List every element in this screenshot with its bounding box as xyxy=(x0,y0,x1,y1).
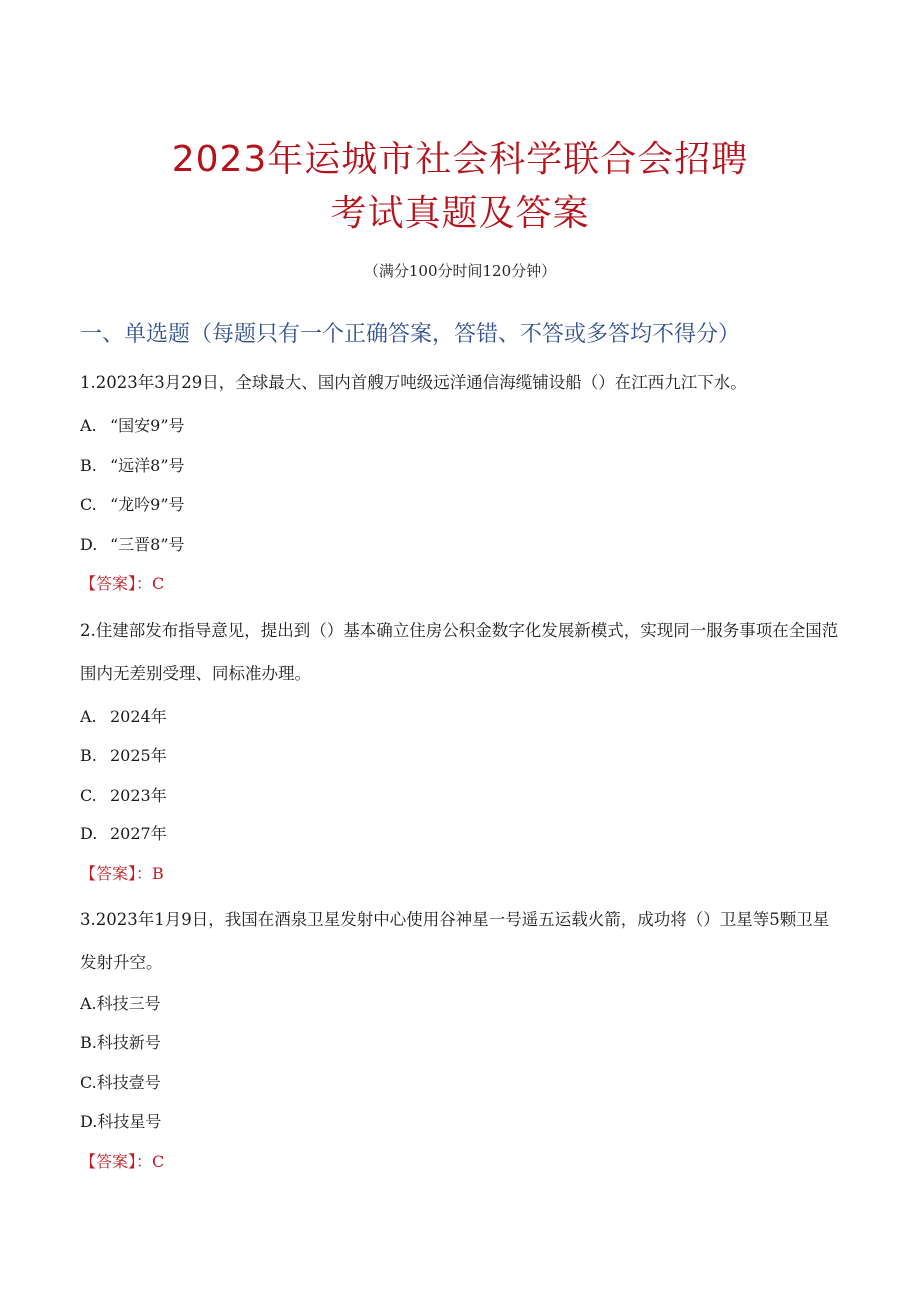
option-text: 2027年 xyxy=(110,824,167,843)
question-2-text: 2.住建部发布指导意见，提出到（）基本确立住房公积金数字化发展新模式，实现同一服务事项在全国范围内无差别受理、同标准办理。 xyxy=(80,621,839,683)
question-2-option-a xyxy=(80,705,167,729)
answer-label: 【答案】： xyxy=(80,864,153,883)
question-2-option-b xyxy=(80,744,167,768)
document-title-line1: 2023年运城市社会科学联合会招聘 xyxy=(171,139,749,180)
question-2-option-c xyxy=(80,784,167,808)
option-key: B. xyxy=(80,456,97,475)
option-text: “国安9”号 xyxy=(110,416,185,435)
question-3-option-a xyxy=(80,992,161,1016)
question-2-option-d xyxy=(80,822,167,846)
answer-value: B xyxy=(152,864,164,883)
option-text: 2025年 xyxy=(110,746,167,765)
option-key: D. xyxy=(80,535,98,554)
answer-value: C xyxy=(152,1152,165,1171)
answer-label: 【答案】： xyxy=(80,1152,153,1171)
question-1-option-c xyxy=(80,493,185,517)
question-2-answer xyxy=(80,862,164,886)
question-3-option-d xyxy=(80,1110,161,1134)
question-3-option-b xyxy=(80,1031,161,1055)
option-text: 科技星号 xyxy=(97,1112,162,1131)
option-text: 2023年 xyxy=(110,786,167,805)
option-text: 科技新号 xyxy=(96,1033,161,1052)
option-key: D. xyxy=(80,824,98,843)
option-text: “远洋8”号 xyxy=(110,456,185,475)
option-key: A. xyxy=(80,994,97,1013)
option-key: C. xyxy=(80,1073,97,1092)
question-1-answer xyxy=(80,572,164,596)
option-key: B. xyxy=(80,1033,97,1052)
option-key: C. xyxy=(80,786,97,805)
answer-label: 【答案】： xyxy=(80,574,153,593)
question-1-option-a xyxy=(80,414,185,438)
option-key: A. xyxy=(80,416,97,435)
option-text: “三晋8”号 xyxy=(110,535,185,554)
option-text: 科技三号 xyxy=(96,994,161,1013)
option-text: “龙吟9”号 xyxy=(110,495,185,514)
option-key: C. xyxy=(80,495,97,514)
question-3-answer xyxy=(80,1150,164,1174)
question-1-option-b xyxy=(80,454,185,478)
question-3-option-c xyxy=(80,1071,161,1095)
option-text: 科技壹号 xyxy=(96,1073,161,1092)
document-title-line2: 考试真题及答案 xyxy=(330,193,590,234)
option-key: A. xyxy=(80,707,97,726)
option-text: 2024年 xyxy=(110,707,167,726)
question-1-option-d xyxy=(80,533,185,557)
exam-duration-note: （满分100分时间120分钟） xyxy=(363,262,557,280)
option-key: D. xyxy=(80,1112,98,1131)
question-1-text: 1.2023年3月29日，全球最大、国内首艘万吨级远洋通信海缆铺设船（）在江西九江下水。 xyxy=(80,373,747,392)
question-3-text: 3.2023年1月9日，我国在酒泉卫星发射中心使用谷神星一号遥五运载火箭，成功将（）卫星等5颗卫星发射升空。 xyxy=(80,910,830,972)
answer-value: C xyxy=(152,574,165,593)
option-key: B. xyxy=(80,746,97,765)
section-heading: 一、单选题（每题只有一个正确答案，答错、不答或多答均不得分） xyxy=(80,322,741,347)
